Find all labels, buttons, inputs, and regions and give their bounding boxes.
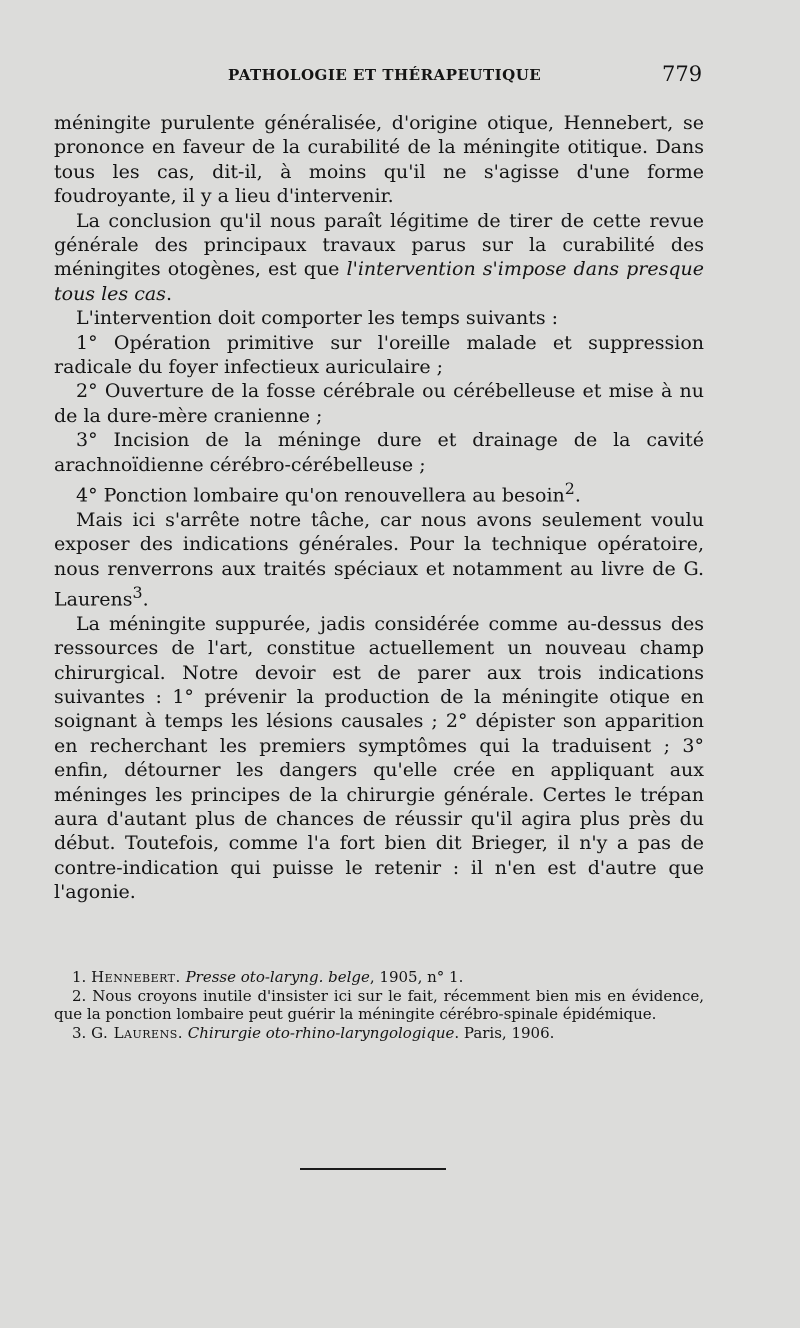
list-item: 2° Ouverture de la fosse cérébrale ou cérébelleuse et mise à nu de la dure-mère cranienne ; [54,380,704,427]
footnotes [54,968,704,1042]
page-number: 779 [662,62,703,86]
running-title: PATHOLOGIE ET THÉRAPEUTIQUE [228,66,542,84]
body-text [54,111,704,905]
end-rule [300,1168,446,1170]
paragraph: Mais ici s'arrête notre tâche, car nous avons seulement voulu exposer des indications générales. Pour la technique opératoire, nous renverrons aux traités spéciaux et notamment au livre de G. Laurens$^3$. [54,508,704,611]
list-item: 3° Incision de la méninge dure et drainage de la cavité arachnoïdienne cérébro-cérébelleuse ; [54,429,704,476]
footnote-ref[interactable]: 3 [132,583,143,603]
list-item: 1° Opération primitive sur l'oreille malade et suppression radicale du foyer infectieux auriculaire ; [54,331,704,379]
paragraph: L'intervention doit comporter les temps suivants : [76,307,559,330]
paragraph: La méningite suppurée, jadis considérée comme au-dessus des ressources de l'art, constitue actuellement un nouveau champ chirurgical. Notre devoir est de parer aux trois indications suivantes : 1° prévenir la production de la méningite otique en soignant à temps les lésions causales ; 2° dépister son apparition en recherchant les premiers symptômes qui la traduisent ; 3° enfin, détourner les dangers qu'elle crée en appliquant aux méninges les principes de la chirurgie générale. Certes le trépan aura d'autant plus de chances de réussir qu'il agira plus près du début. Toutefois, comme l'a fort bien dit Brieger, il n'y a pas de contre-indication qui puisse le retenir : il n'en est d'autre que l'agonie. [54,612,704,904]
page-header [0,62,800,92]
list-item: 4° Ponction lombaire qu'on renouvellera au besoin$^2$. [76,479,581,507]
paragraph: La conclusion qu'il nous paraît légitime de tirer de cette revue générale des principaux travaux parus sur la curabilité des méningites otogènes, est que l'intervention s'impose dans presque tous les cas. [54,209,704,305]
paragraph: méningite purulente généralisée, d'origine otique, Hennebert, se prononce en faveur de la curabilité de la méningite otitique. Dans tous les cas, dit-il, à moins qu'il ne s'agisse d'une forme foudroyante, il y a lieu d'intervenir. [54,112,704,208]
footnote-ref[interactable]: 2 [564,479,575,499]
footnote-author: Hennebert. [91,968,181,986]
emphasis-text: l'intervention s'impose dans presque tous les cas [54,258,704,305]
footnote: 3. G. Laurens. Chirurgie oto-rhino-laryngologique. Paris, 1906. [72,1023,555,1042]
footnote-author: G. Laurens. [91,1023,183,1042]
footnote: 2. Nous croyons inutile d'insister ici sur le fait, récemment bien mis en évidence, que la ponction lombaire peut guérir la méningite cérébro-spinale épidémique. [54,986,704,1023]
footnote: 1. Hennebert. Presse oto-laryng. belge, 1905, n° 1. [72,968,464,986]
